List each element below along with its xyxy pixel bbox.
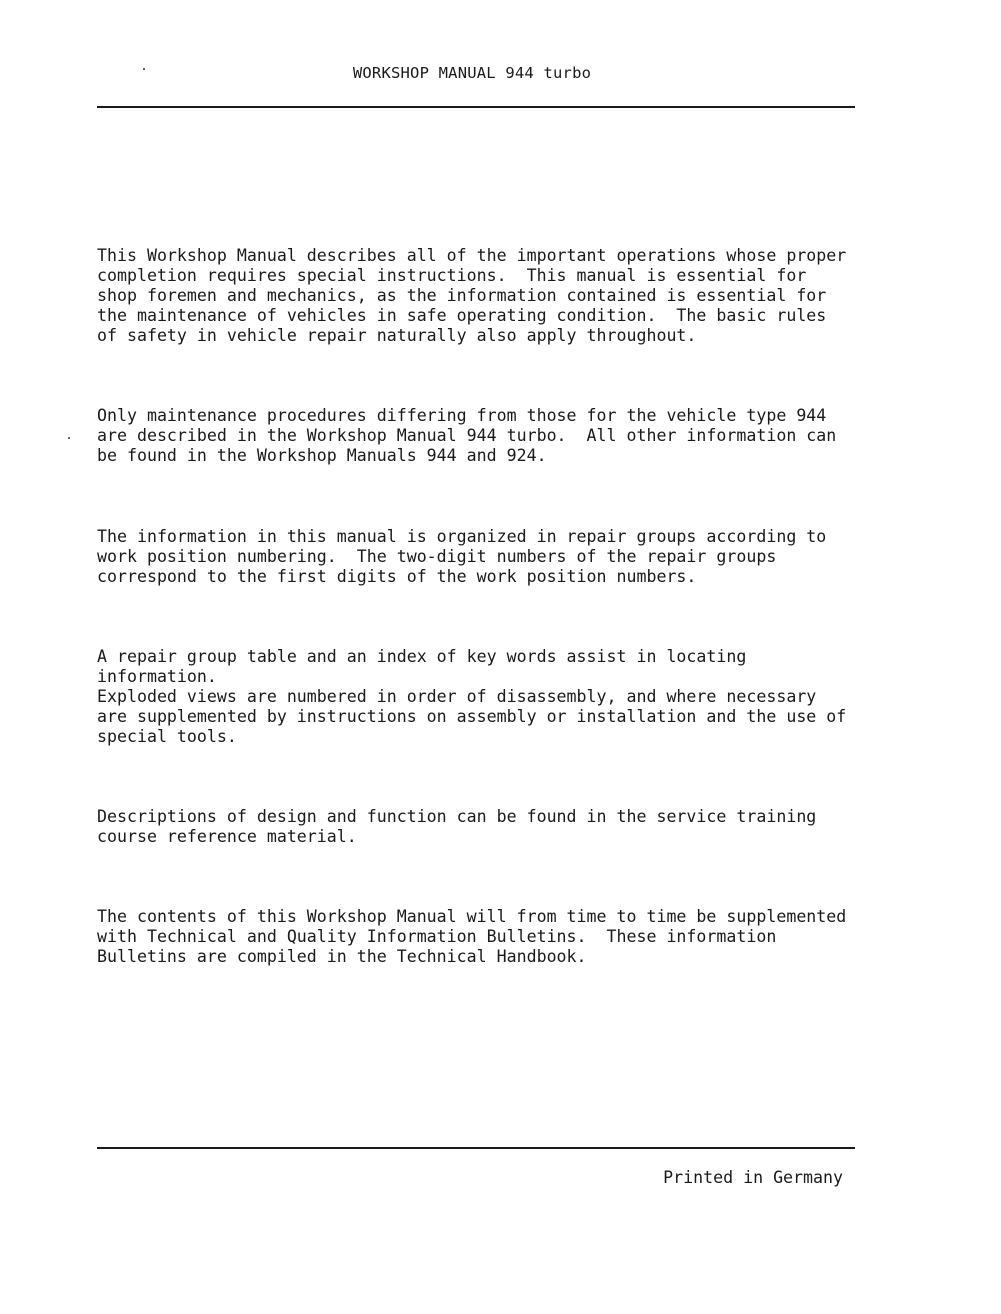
paragraph-line: be found in the Workshop Manuals 944 and 924.: [97, 446, 547, 465]
paragraph-line: shop foremen and mechanics, as the information contained is essential for: [97, 286, 827, 305]
paragraph-line: are described in the Workshop Manual 944 turbo. All other information can: [97, 426, 837, 445]
paragraph-line: are supplemented by instructions on assembly or installation and the use of: [97, 707, 847, 726]
paragraph-line: Exploded views are numbered in order of disassembly, and where necessary: [97, 687, 817, 706]
paragraph-line: Only maintenance procedures differing from those for the vehicle type 944: [97, 406, 827, 425]
paragraph-line: The information in this manual is organized in repair groups according to: [97, 527, 827, 546]
paragraph-line: completion requires special instructions. This manual is essential for: [97, 266, 807, 285]
paragraph-line: Descriptions of design and function can be found in the service training: [97, 807, 817, 826]
paragraph-line: course reference material.: [97, 827, 357, 846]
page-title: WORKSHOP MANUAL 944 turbo: [352, 64, 592, 82]
paragraph: [97, 807, 897, 847]
paragraph-line: with Technical and Quality Information Bulletins. These information: [97, 927, 777, 946]
paragraph-line: correspond to the first digits of the work position numbers.: [97, 567, 697, 586]
paragraph: [97, 907, 897, 967]
paragraph-line: A repair group table and an index of key words assist in locating: [97, 647, 747, 666]
paragraph-line: of safety in vehicle repair naturally also apply throughout.: [97, 326, 697, 345]
paragraph-line: Bulletins are compiled in the Technical Handbook.: [97, 947, 587, 966]
paragraph-line: information.: [97, 667, 217, 686]
paragraph-line: work position numbering. The two-digit numbers of the repair groups: [97, 547, 777, 566]
paragraph: [97, 527, 897, 587]
header-divider: [97, 106, 855, 108]
paragraph: [97, 406, 897, 466]
paragraph-line: the maintenance of vehicles in safe operating condition. The basic rules: [97, 306, 827, 325]
scan-speck: [68, 437, 70, 439]
footer-divider: [97, 1147, 855, 1149]
paragraph: [97, 246, 897, 346]
footer-note: Printed in Germany: [663, 1168, 843, 1187]
paragraph-line: This Workshop Manual describes all of the important operations whose proper: [97, 246, 847, 265]
paragraph-line: special tools.: [97, 727, 237, 746]
paragraph-line: The contents of this Workshop Manual will from time to time be supplemented: [97, 907, 847, 926]
paragraph: [97, 647, 897, 747]
